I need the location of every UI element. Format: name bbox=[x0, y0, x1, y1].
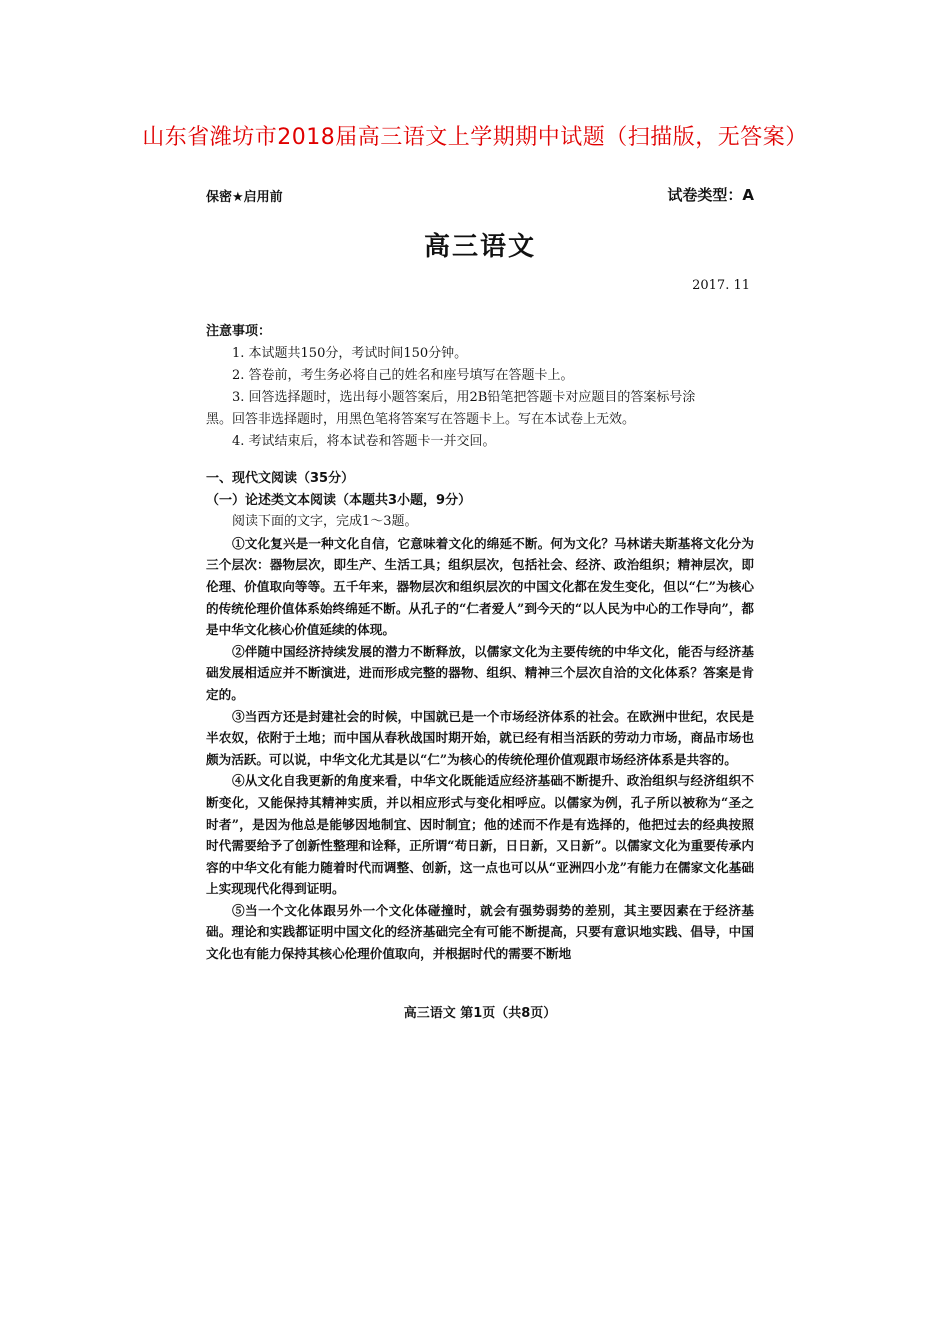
scanned-page bbox=[180, 168, 780, 1048]
paragraph: ③当西方还是封建社会的时候，中国就已是一个市场经济体系的社会。在欧洲中世纪，农民是半农奴，依附于土地；而中国从春秋战国时期开始，就已经有相当活跃的劳动力市场，商品市场也颇为活跃。可以说，中华文化尤其是以“仁”为核心的传统伦理价值观跟市场经济体系是共容的。 bbox=[206, 708, 754, 767]
exam-date: 2017. 11 bbox=[692, 278, 750, 293]
paragraph: ④从文化自我更新的角度来看，中华文化既能适应经济基础不断提升、政治组织与经济组织不断变化，又能保持其精神实质，并以相应形式与变化相呼应。以儒家为例，孔子所以被称为“圣之时者”，是因为他总是能够因地制宜、因时制宜；他的述而不作是有选择的，他把过去的经典按照时代需要给予了创新性整理和诠释，正所谓“苟日新，日日新，又日新”。以儒家文化为重要传承内容的中华文化有能力随着时代而调整、创新，这一点也可以从“亚洲四小龙”有能力在儒家文化基础上实现现代化得到证明。 bbox=[206, 773, 754, 897]
section-intro: 阅读下面的文字，完成1～3题。 bbox=[232, 514, 418, 530]
notice-item: 4. 考试结束后，将本试卷和答题卡一并交回。 bbox=[232, 434, 496, 449]
notice-item: 1. 本试题共150分，考试时间150分钟。 bbox=[232, 346, 468, 361]
notice-item: 3. 回答选择题时，选出每小题答案后，用2B铅笔把答题卡对应题目的答案标号涂 bbox=[232, 390, 696, 405]
notice-block bbox=[206, 321, 754, 453]
page-footer: 高三语文 第1页（共8页） bbox=[403, 1006, 557, 1021]
notice-title: 注意事项： bbox=[206, 324, 272, 339]
section-subheading: （一）论述类文本阅读（本题共3小题，9分） bbox=[206, 492, 472, 508]
section-heading: 一、现代文阅读（35分） bbox=[206, 471, 355, 486]
paragraph: ⑤当一个文化体跟另外一个文化体碰撞时，就会有强势弱势的差别，其主要因素在于经济基础。理论和实践都证明中国文化的经济基础完全有可能不断提高，只要有意识地实践、倡导，中国文化也有能力保持其核心伦理价值取向，并根据时代的需要不断地 bbox=[206, 902, 754, 962]
paragraph: ①文化复兴是一种文化自信，它意味着文化的绵延不断。何为文化？马林诺夫斯基将文化分为三个层次：器物层次，即生产、生活工具；组织层次，包括社会、经济、政治组织；精神层次，即伦理、价值取向等等。五千年来，器物层次和组织层次的中国文化都在发生变化，但以“仁”为核心的传统伦理价值体系始终绵延不断。从孔子的“仁者爱人”到今天的“以人民为中心的工作导向”，都是中华文化核心价值延续的体现。 bbox=[206, 535, 754, 638]
paper-type: 试卷类型：A bbox=[667, 186, 754, 204]
exam-title: 高三语文 bbox=[423, 232, 536, 262]
paragraph: ②伴随中国经济持续发展的潜力不断释放，以儒家文化为主要传统的中华文化，能否与经济基础发展相适应并不断演进，进而形成完整的器物、组织、精神三个层次自洽的文化体系？答案是肯定的。 bbox=[206, 643, 754, 702]
confidential-mark: 保密★启用前 bbox=[206, 190, 283, 205]
notice-item: 2. 答卷前，考生务必将自己的姓名和座号填写在答题卡上。 bbox=[232, 368, 574, 383]
notice-item: 黑。回答非选择题时，用黑色笔将答案写在答题卡上。写在本试卷上无效。 bbox=[206, 412, 636, 427]
document-title: 山东省潍坊市2018届高三语文上学期期中试题（扫描版，无答案） bbox=[142, 125, 808, 150]
reading-section bbox=[206, 468, 754, 965]
